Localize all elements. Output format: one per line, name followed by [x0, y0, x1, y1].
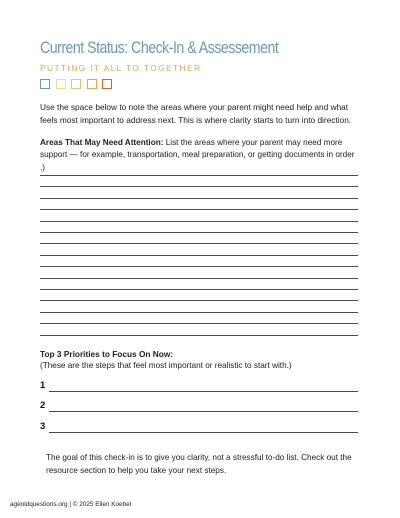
swatch-square [56, 79, 66, 89]
color-swatches [40, 79, 112, 89]
writing-line[interactable] [40, 175, 358, 176]
priority-item[interactable] [40, 380, 358, 392]
writing-line[interactable] [40, 255, 358, 256]
priority-line[interactable] [49, 391, 358, 392]
priority-item[interactable] [40, 400, 358, 412]
areas-prompt [40, 137, 358, 174]
swatch-square [40, 79, 50, 89]
priorities-subtitle: (These are the steps that feel most important or realistic to start with.) [40, 361, 292, 370]
closing-paragraph: The goal of this check-in is to give you clarity, not a stressful to-do list. Check out the resource section to help you take your next steps. [46, 453, 352, 475]
writing-line[interactable] [40, 186, 358, 187]
writing-line[interactable] [40, 221, 358, 222]
writing-line[interactable] [40, 300, 358, 301]
priority-line[interactable] [49, 411, 358, 412]
swatch-square [71, 79, 81, 89]
areas-heading: Areas That May Need Attention: [40, 138, 164, 147]
writing-line[interactable] [40, 198, 358, 199]
writing-line[interactable] [40, 232, 358, 233]
writing-line[interactable] [40, 335, 358, 336]
priority-item[interactable] [40, 421, 358, 433]
priorities-title: Top 3 Priorities to Focus On Now: [40, 349, 174, 359]
priority-number: 3 [40, 421, 46, 432]
page-subtitle: PUTTING IT ALL TO TOGETHER [40, 63, 202, 73]
priority-number: 2 [40, 400, 46, 411]
priority-number: 1 [40, 380, 46, 391]
writing-line[interactable] [40, 289, 358, 290]
writing-line[interactable] [40, 209, 358, 210]
intro-paragraph: Use the space below to note the areas where your parent might need help and what feels most important to address next. This is where clarity starts to turn into direction. [40, 102, 352, 126]
swatch-square [102, 79, 112, 89]
writing-line[interactable] [40, 266, 358, 267]
priority-line[interactable] [49, 432, 358, 433]
areas-description: List the areas where your parent may need more support — for example, transportation, meal preparation, or getting documents in order .) [40, 138, 355, 172]
page-title: Current Status: Check-In & Assessement [40, 39, 279, 57]
writing-line[interactable] [40, 312, 358, 313]
writing-line[interactable] [40, 243, 358, 244]
writing-line[interactable] [40, 323, 358, 324]
swatch-square [87, 79, 97, 89]
footer-credit: ageoldquestions.org | © 2025 Ellen Koebel [10, 501, 132, 508]
writing-line[interactable] [40, 278, 358, 279]
